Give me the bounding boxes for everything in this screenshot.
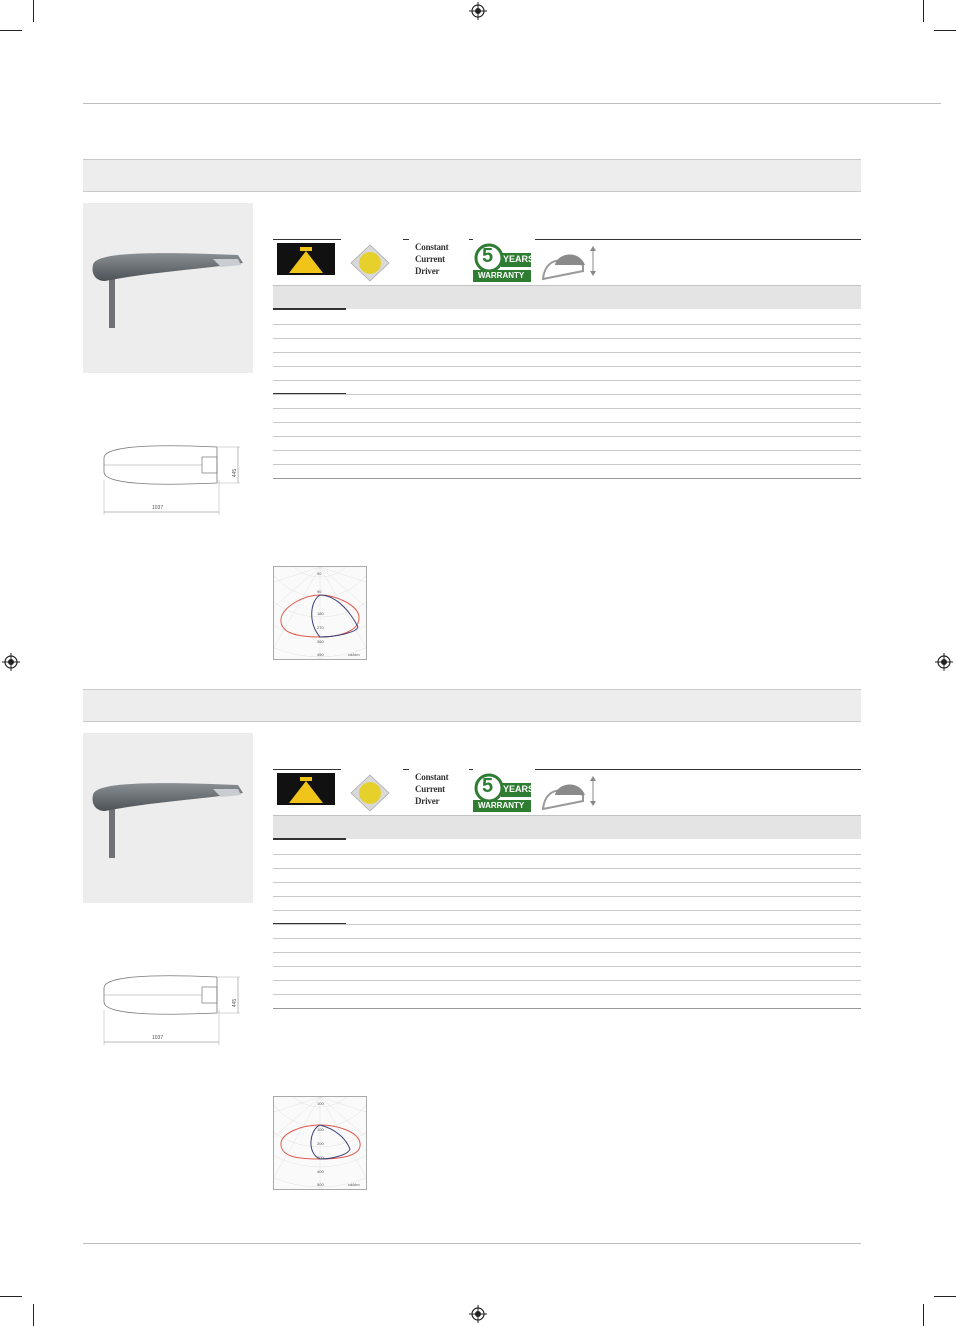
table-row bbox=[273, 352, 861, 353]
feature-icons bbox=[273, 769, 861, 815]
height-dimension-label: 445 bbox=[232, 468, 239, 478]
table-row bbox=[273, 952, 861, 953]
warranty-badge-icon: 5 YEARS WARRANTY bbox=[471, 773, 533, 815]
table-row bbox=[273, 1008, 861, 1009]
streetlight-icon bbox=[83, 203, 253, 373]
polar-tick: 400 bbox=[317, 1169, 324, 1174]
warranty-badge-icon: 5 YEARS WARRANTY bbox=[471, 243, 533, 285]
table-row bbox=[273, 938, 861, 939]
tilt-icon bbox=[539, 243, 599, 283]
registration-mark-icon bbox=[469, 1305, 487, 1323]
table-row bbox=[273, 338, 861, 339]
streetlight-icon bbox=[83, 733, 253, 903]
crop-mark bbox=[923, 0, 924, 22]
polar-diagram bbox=[273, 566, 367, 660]
dimension-drawing bbox=[92, 420, 252, 525]
polar-units-label: cd/klm bbox=[348, 652, 360, 657]
optic-icon bbox=[277, 773, 335, 805]
table-row bbox=[273, 394, 861, 395]
table-row bbox=[273, 380, 861, 381]
polar-tick: 100 bbox=[317, 1127, 324, 1132]
polar-tick: 270 bbox=[317, 625, 324, 630]
polar-tick: 450 bbox=[317, 652, 324, 657]
table-row bbox=[273, 882, 861, 883]
polar-tick: 200 bbox=[317, 1141, 324, 1146]
height-dimension-label: 445 bbox=[232, 998, 239, 1008]
polar-diagram bbox=[273, 1096, 367, 1190]
table-row bbox=[273, 980, 861, 981]
table-row bbox=[273, 324, 861, 325]
polar-units-label: cd/klm bbox=[348, 1182, 360, 1187]
registration-mark-icon bbox=[2, 653, 20, 671]
led-chip-icon bbox=[349, 773, 391, 813]
polar-tick: 90 bbox=[317, 571, 322, 576]
table-row bbox=[273, 436, 861, 437]
optic-icon bbox=[277, 243, 335, 275]
table-row bbox=[273, 408, 861, 409]
polar-tick: 100 bbox=[317, 1101, 324, 1106]
crop-mark bbox=[934, 1296, 956, 1297]
section-band bbox=[83, 689, 861, 722]
polar-tick: 500 bbox=[317, 1182, 324, 1187]
dimension-drawing bbox=[92, 950, 252, 1055]
registration-mark-icon bbox=[935, 653, 953, 671]
table-row bbox=[273, 868, 861, 869]
table-row bbox=[273, 478, 861, 479]
table-header bbox=[273, 815, 861, 839]
width-dimension-label: 1037 bbox=[152, 1035, 164, 1041]
led-chip-icon bbox=[349, 243, 391, 283]
registration-mark-icon bbox=[469, 2, 487, 20]
footer-rule bbox=[83, 1243, 861, 1244]
crop-mark bbox=[0, 1296, 22, 1297]
section-band bbox=[83, 159, 861, 192]
polar-tick: 180 bbox=[317, 611, 324, 616]
table-row bbox=[273, 464, 861, 465]
product-photo bbox=[83, 203, 253, 373]
crop-mark bbox=[33, 1304, 34, 1326]
feature-icons bbox=[273, 239, 861, 285]
table-row bbox=[273, 896, 861, 897]
polar-tick: 300 bbox=[317, 1155, 324, 1160]
table-row bbox=[273, 910, 861, 911]
table-row bbox=[273, 924, 861, 925]
crop-mark bbox=[934, 30, 956, 31]
crop-mark bbox=[0, 30, 22, 31]
polar-tick: 90 bbox=[317, 589, 322, 594]
table-row bbox=[273, 966, 861, 967]
table-row bbox=[273, 366, 861, 367]
header-rule bbox=[83, 103, 941, 104]
crop-mark bbox=[923, 1304, 924, 1326]
width-dimension-label: 1037 bbox=[152, 505, 164, 511]
table-header bbox=[273, 285, 861, 309]
table-row bbox=[273, 854, 861, 855]
table-row bbox=[273, 450, 861, 451]
driver-icon: Constant Current Driver bbox=[415, 242, 449, 276]
table-row bbox=[273, 422, 861, 423]
product-photo bbox=[83, 733, 253, 903]
crop-mark bbox=[33, 0, 34, 22]
table-row bbox=[273, 994, 861, 995]
polar-tick: 360 bbox=[317, 639, 324, 644]
driver-icon: Constant Current Driver bbox=[415, 772, 449, 806]
tilt-icon bbox=[539, 773, 599, 813]
